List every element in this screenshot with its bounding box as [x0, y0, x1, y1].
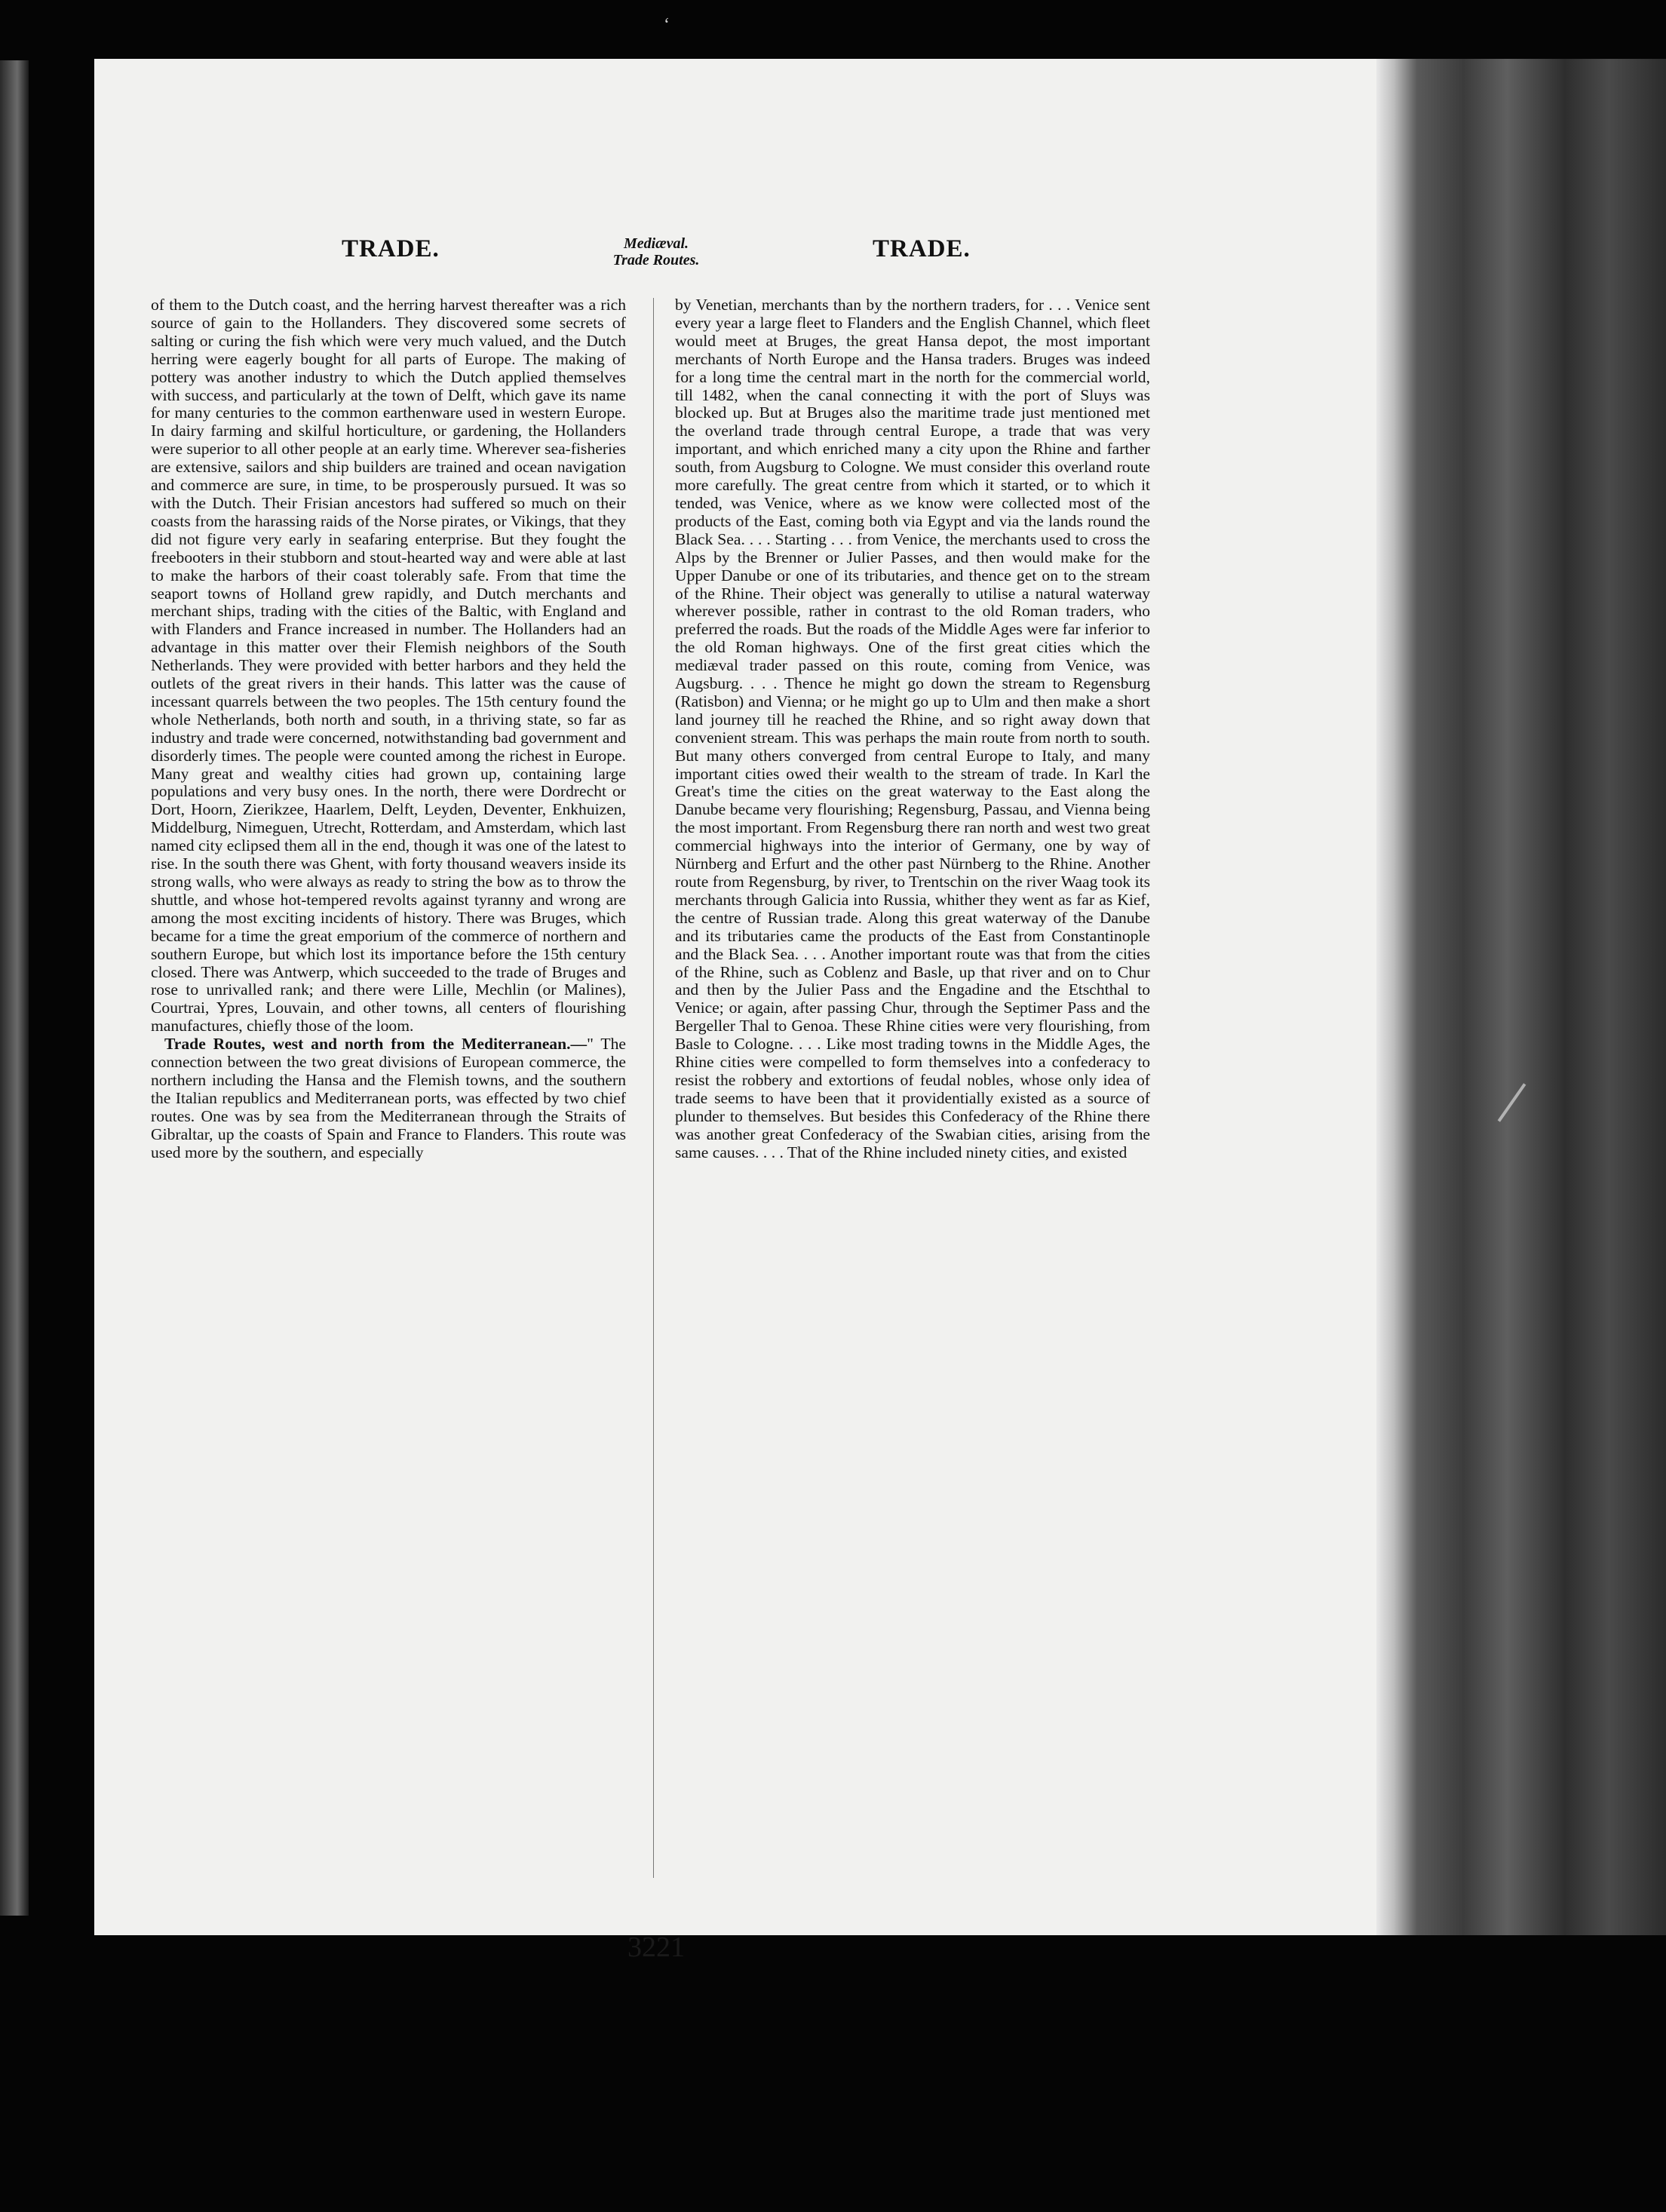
running-head-center-line2: Trade Routes.	[612, 252, 700, 268]
right-paragraph-1: by Venetian, merchants than by the northern traders, for . . . Venice sent every year a large fleet to Flanders and the English Channel, which fleet would meet at Bruges, the great Hansa depot, the most important merchants of North Europe and the Hansa traders. Bruges was indeed for a long time the central mart in the north for the commercial world, till 1482, when the canal connecting it with the port of Sluys was blocked up. But at Bruges also the maritime trade just mentioned met the overland trade through central Europe, a trade that was very important, and which enriched many a city upon the Rhine and farther south, from Augsburg to Cologne. We must consider this overland route more carefully. The great centre from which it started, or to which it tended, was Venice, where as we know were collected most of the products of the East, coming both via Egypt and via the lands round the Black Sea. . . . Starting . . . from Venice, the merchants used to cross the Alps by the Brenner or Julier Passes, and then would make for the Upper Danube or one of its tributaries, and thence get on to the stream of the Rhine. Their object was generally to utilise a natural waterway wherever possible, rather in contrast to the old Roman traders, who preferred the roads. But the roads of the Middle Ages were far inferior to the old Roman highways. One of the first great cities which the mediæval trader passed on this route, coming from Venice, was Augsburg. . . . Thence he might go down the stream to Regensburg (Ratisbon) and Vienna; or he might go up to Ulm and then make a short land journey till he reached the Rhine, and so right away down that convenient stream. This was perhaps the main route from north to south. But many others converged from central Europe to Italy, and many important cities owed their wealth to the stream of trade. In Karl the Great's time the cities on the great waterway to the East along the Danube became very flourishing; Regensburg, Passau, and Vienna being the most important. From Regensburg there ran north and west two great commercial highways into the interior of Germany, one by way of Nürnberg and Erfurt and the other past Nürnberg to the Rhine. Another route from Regensburg, by river, to Trentschin on the river Waag took its merchants through Galicia into Russia, whither they went as far as Kief, the centre of Russian trade. Along this great waterway of the Danube and its tributaries came the products of the East from Constantinople and the Black Sea. . . . Another important route was that from the cities of the Rhine, such as Coblenz and Basle, up that river and on to Chur and then by the Julier Pass and the Engadine and the Etschthal to Venice; or again, after passing Chur, through the Septimer Pass and the Bergeller Thal to Genoa. These Rhine cities were very flourishing, from Basle to Cologne. . . . Like most trading towns in the Middle Ages, the Rhine cities were compelled to form themselves into a confederacy to resist the robbery and extortions of feudal nobles, whose only idea of trade seems to have been that it providentially existed as a source of plunder to themselves. But besides this Confederacy of the Rhine there was another great Confederacy of the Swabian cities, arising from the same causes. . . . That of the Rhine included ninety cities, and existed	[675, 296, 1150, 1161]
page-number: 3221	[627, 1931, 685, 1963]
book-spine	[1376, 59, 1666, 1935]
section-heading-trade-routes: Trade Routes, west and north from the Mediterranean.—	[164, 1035, 588, 1054]
running-head-center-line1: Mediæval.	[623, 235, 689, 252]
right-column	[675, 296, 1150, 1910]
running-head-left: TRADE.	[342, 235, 440, 262]
adjacent-page-edge	[0, 60, 29, 1916]
left-paragraph-1: of them to the Dutch coast, and the herring harvest thereafter was a rich source of gain to the Hollanders. They discovered some secrets of salting or curing the fish which were very much valued, and the Dutch herring were eagerly bought for all parts of Europe. The making of pottery was another industry to which the Dutch applied themselves with success, and particularly at the town of Delft, which gave its name for many centuries to the common earthenware used in western Europe. In dairy farming and skilful horticulture, or gardening, the Hollanders were superior to all other people at an early time. Wherever sea-fisheries are extensive, sailors and ship builders are trained and ocean navigation and commerce are sure, in time, to be prosperously pursued. It was so with the Dutch. Their Frisian ancestors had suffered so much on their coasts from the harassing raids of the Norse pirates, or Vikings, that they did not figure very early in seafaring enterprise. But they fought the freebooters in their stubborn and stout-hearted way and were able at last to make the harbors of their coast tolerably safe. From that time the seaport towns of Holland grew rapidly, and Dutch merchants and merchant ships, trading with the cities of the Baltic, with England and with Flanders and France increased in number. The Hollanders had an advantage in this matter over their Flemish neighbors of the South Netherlands. They were provided with better harbors and they held the outlets of the great rivers in their hands. This latter was the cause of incessant quarrels between the two peoples. The 15th century found the whole Netherlands, both north and south, in a thriving state, so far as industry and trade were concerned, notwithstanding bad government and disorderly times. The people were counted among the richest in Europe. Many great and wealthy cities had grown up, containing large populations and very busy ones. In the north, there were Dordrecht or Dort, Hoorn, Zierikzee, Haarlem, Delft, Leyden, Deventer, Enkhuizen, Middelburg, Nimeguen, Utrecht, Rotterdam, and Amsterdam, which last named city eclipsed them all in the end, though it was one of the latest to rise. In the south there was Ghent, with forty thousand weavers inside its strong walls, who were always as ready to string the bow as to throw the shuttle, and whose hot-tempered revolts against tyranny and wrong are among the most exciting incidents of history. There was Bruges, which became for a time the great emporium of the commerce of northern and southern Europe, but which lost its importance before the 15th century closed. There was Antwerp, which succeeded to the trade of Bruges and rose to unrivalled rank; and there were Lille, Mechlin (or Malines), Courtrai, Ypres, Louvain, and other towns, all centers of flourishing manufactures, chiefly those of the loom.	[151, 296, 626, 1035]
scan-mark: ʻ	[664, 15, 670, 35]
running-head-right: TRADE.	[873, 235, 971, 262]
column-divider	[653, 298, 654, 1878]
left-column	[151, 296, 626, 1910]
left-paragraph-2-text: " The connection between the two great divisions of European commerce, the northern including the Hansa and the Flemish towns, and the southern the Italian republics and Mediterranean ports, was effected by two chief routes. One was by sea from the Mediterranean through the Straits of Gibraltar, up the coasts of Spain and France to Flanders. This route was used more by the southern, and especially	[151, 1035, 626, 1161]
running-head-center	[581, 235, 732, 268]
left-paragraph-2	[151, 1035, 626, 1161]
